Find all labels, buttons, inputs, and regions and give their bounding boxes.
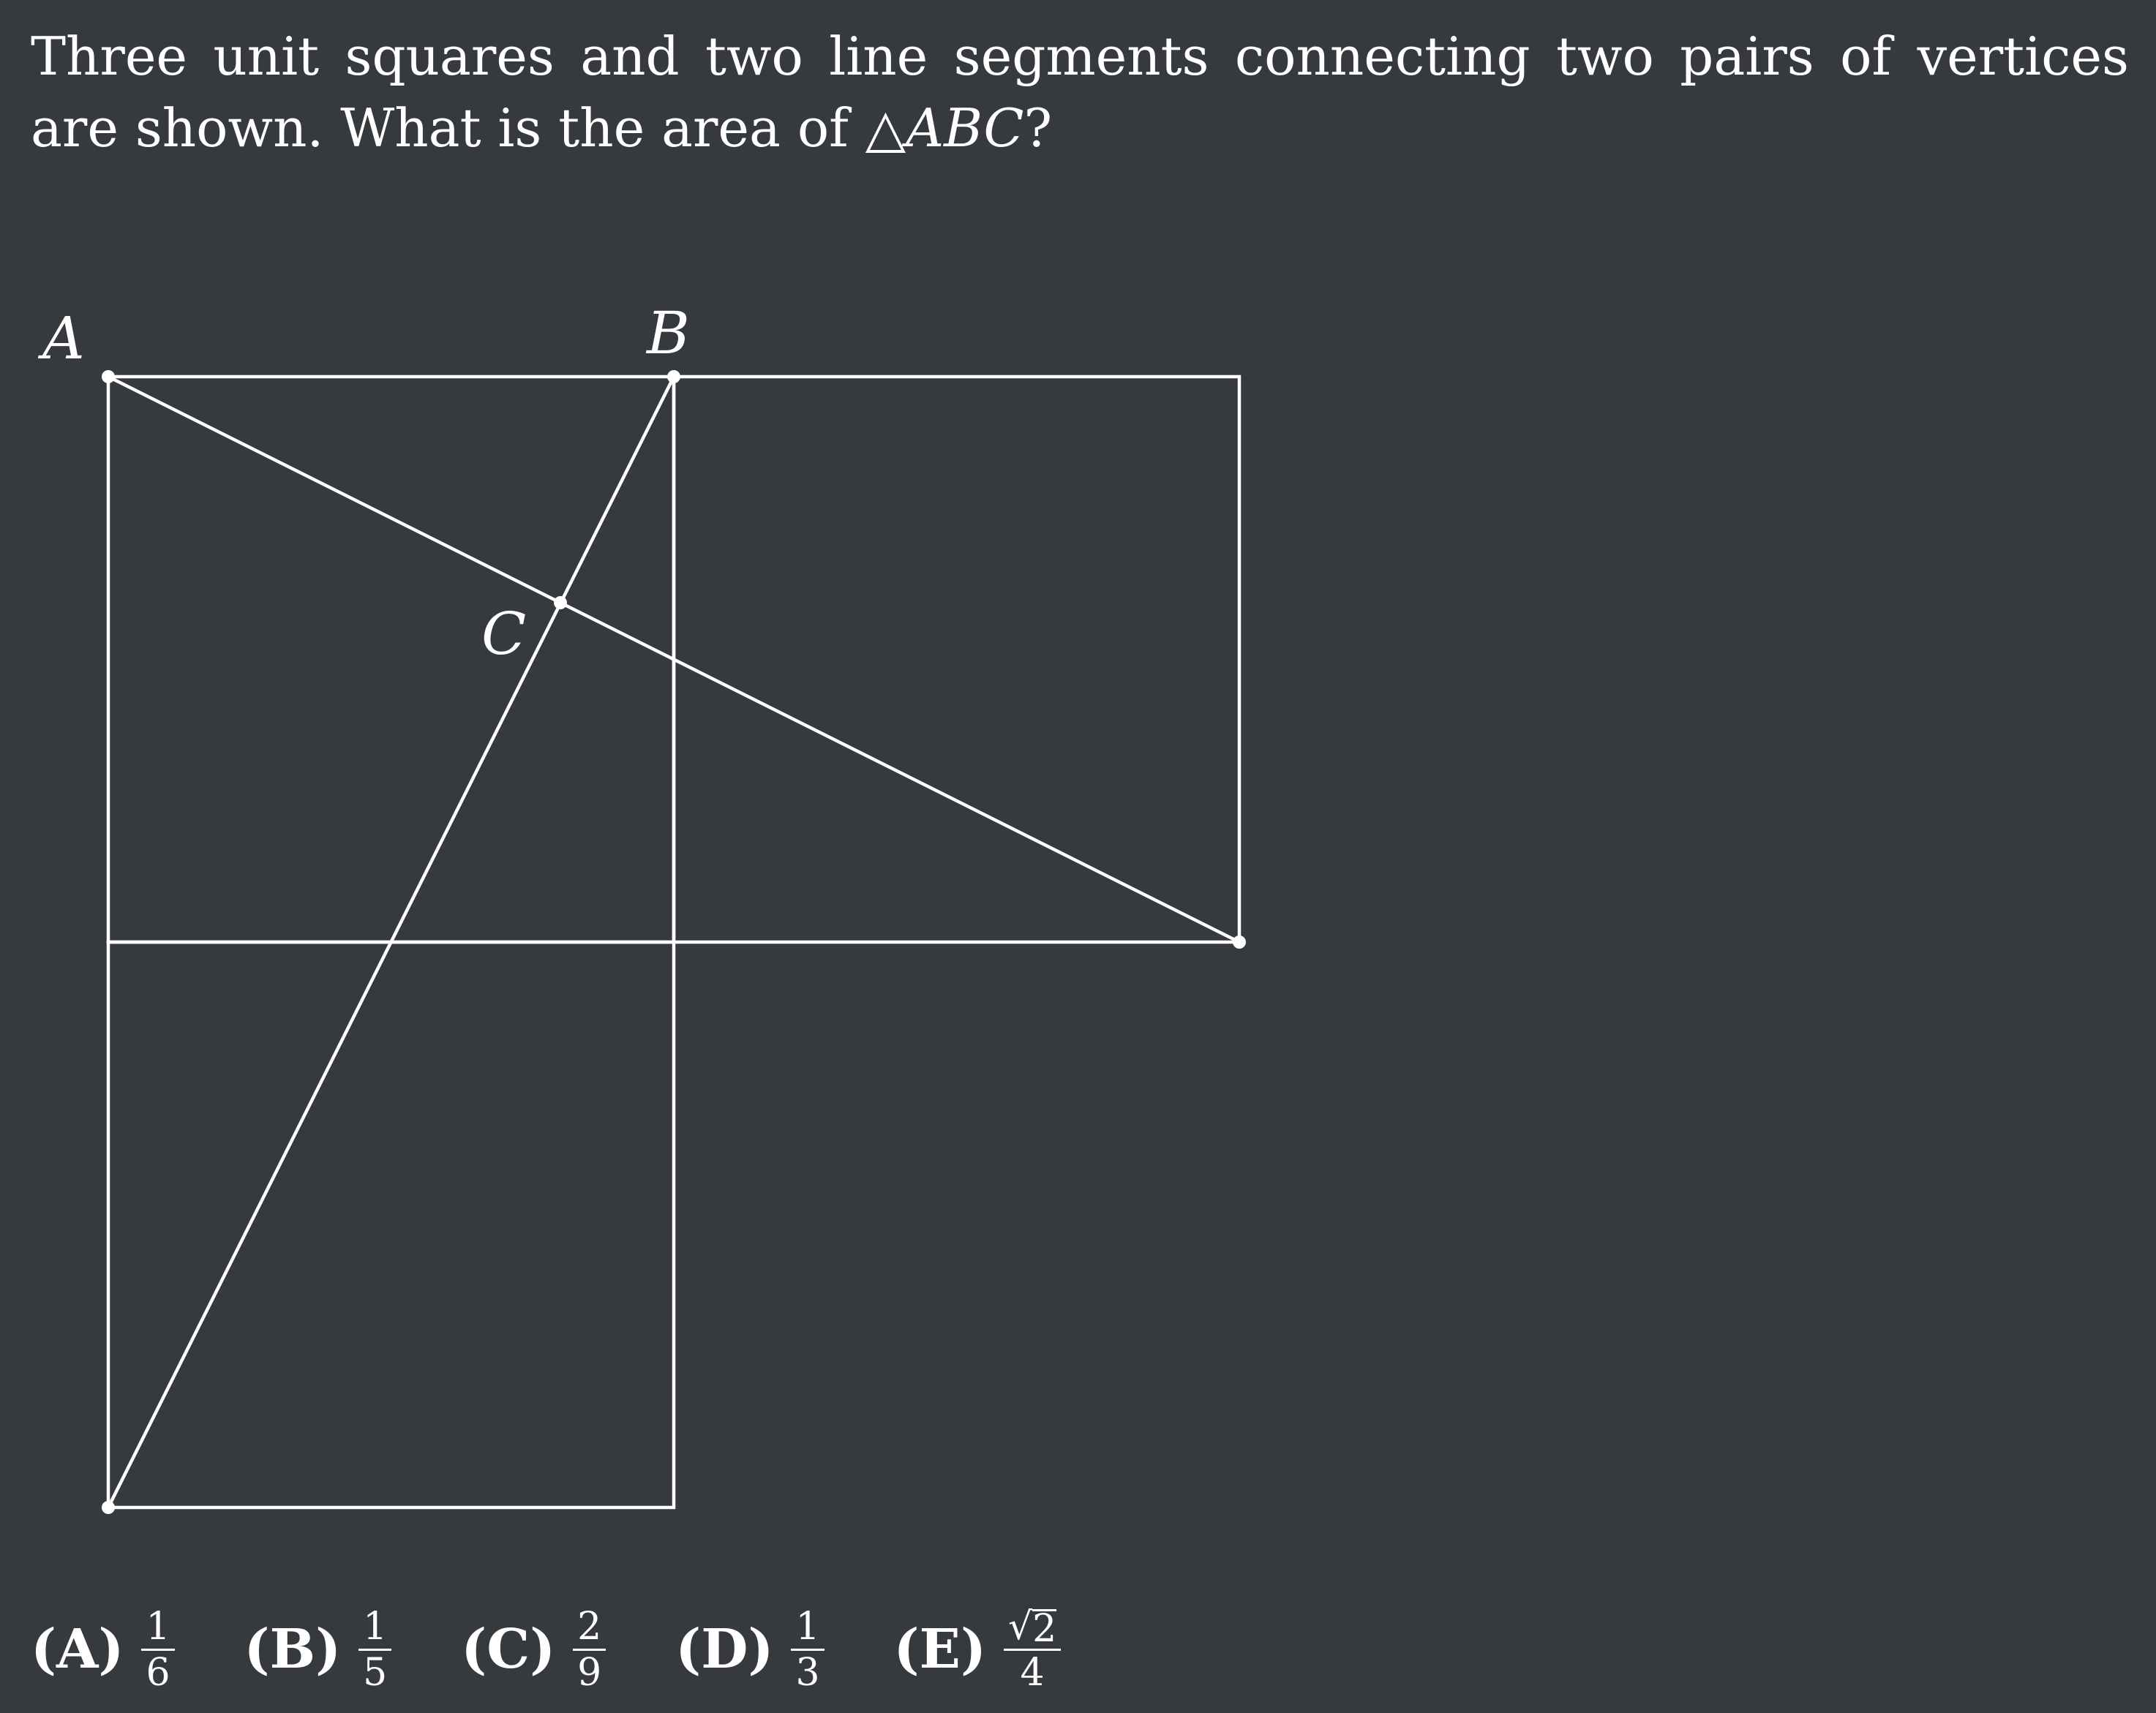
choice-e-numerator bbox=[1004, 1604, 1061, 1651]
unit-square-top-left bbox=[108, 377, 674, 942]
choice-b-numerator: 1 bbox=[358, 1607, 391, 1651]
triangle-symbol: △ bbox=[865, 97, 906, 159]
choice-b-denominator: 5 bbox=[363, 1650, 388, 1695]
question-suffix: ? bbox=[1023, 97, 1053, 159]
choice-a-denominator: 6 bbox=[146, 1650, 170, 1695]
label-b: B bbox=[647, 299, 690, 367]
vertex-a-dot bbox=[102, 370, 115, 383]
unit-square-bottom-left bbox=[108, 942, 674, 1507]
triangle-name: ABC bbox=[906, 97, 1024, 159]
choice-e-letter: (E) bbox=[893, 1618, 986, 1681]
vertex-right-dot bbox=[1233, 935, 1246, 949]
choice-d-fraction bbox=[791, 1604, 824, 1695]
label-c: C bbox=[481, 600, 527, 668]
choice-a-fraction bbox=[141, 1604, 174, 1695]
choice-a-numerator: 1 bbox=[141, 1607, 174, 1651]
choice-b-letter: (B) bbox=[244, 1618, 342, 1681]
choice-c[interactable] bbox=[461, 1604, 606, 1695]
choice-d[interactable] bbox=[675, 1604, 824, 1695]
choice-e[interactable] bbox=[893, 1604, 1062, 1695]
choice-c-numerator: 2 bbox=[573, 1607, 606, 1651]
choice-b[interactable] bbox=[244, 1604, 392, 1695]
label-a: A bbox=[42, 304, 85, 372]
choice-d-denominator: 3 bbox=[795, 1650, 820, 1695]
choice-e-denominator: 4 bbox=[1020, 1650, 1045, 1695]
choice-a[interactable] bbox=[31, 1604, 175, 1695]
vertex-bottom-dot bbox=[102, 1501, 115, 1514]
choice-b-fraction bbox=[358, 1604, 391, 1695]
vertex-c-dot bbox=[554, 596, 567, 609]
choice-e-radicand: 2 bbox=[1032, 1606, 1057, 1651]
choice-c-fraction bbox=[573, 1604, 606, 1695]
vertex-b-dot bbox=[667, 370, 680, 383]
choice-c-denominator: 9 bbox=[577, 1650, 602, 1695]
choice-d-numerator: 1 bbox=[791, 1607, 824, 1651]
sqrt-icon: √ bbox=[1007, 1604, 1033, 1649]
choice-d-letter: (D) bbox=[675, 1618, 774, 1681]
choice-c-letter: (C) bbox=[461, 1618, 556, 1681]
choice-a-letter: (A) bbox=[31, 1618, 124, 1681]
unit-square-top-right bbox=[674, 377, 1239, 942]
question-prefix: Three unit squares and two line segments connecting two pairs of vertices are shown. What is the area of bbox=[31, 26, 2129, 159]
answer-choices bbox=[31, 1598, 1130, 1701]
choice-e-fraction bbox=[1004, 1604, 1061, 1695]
